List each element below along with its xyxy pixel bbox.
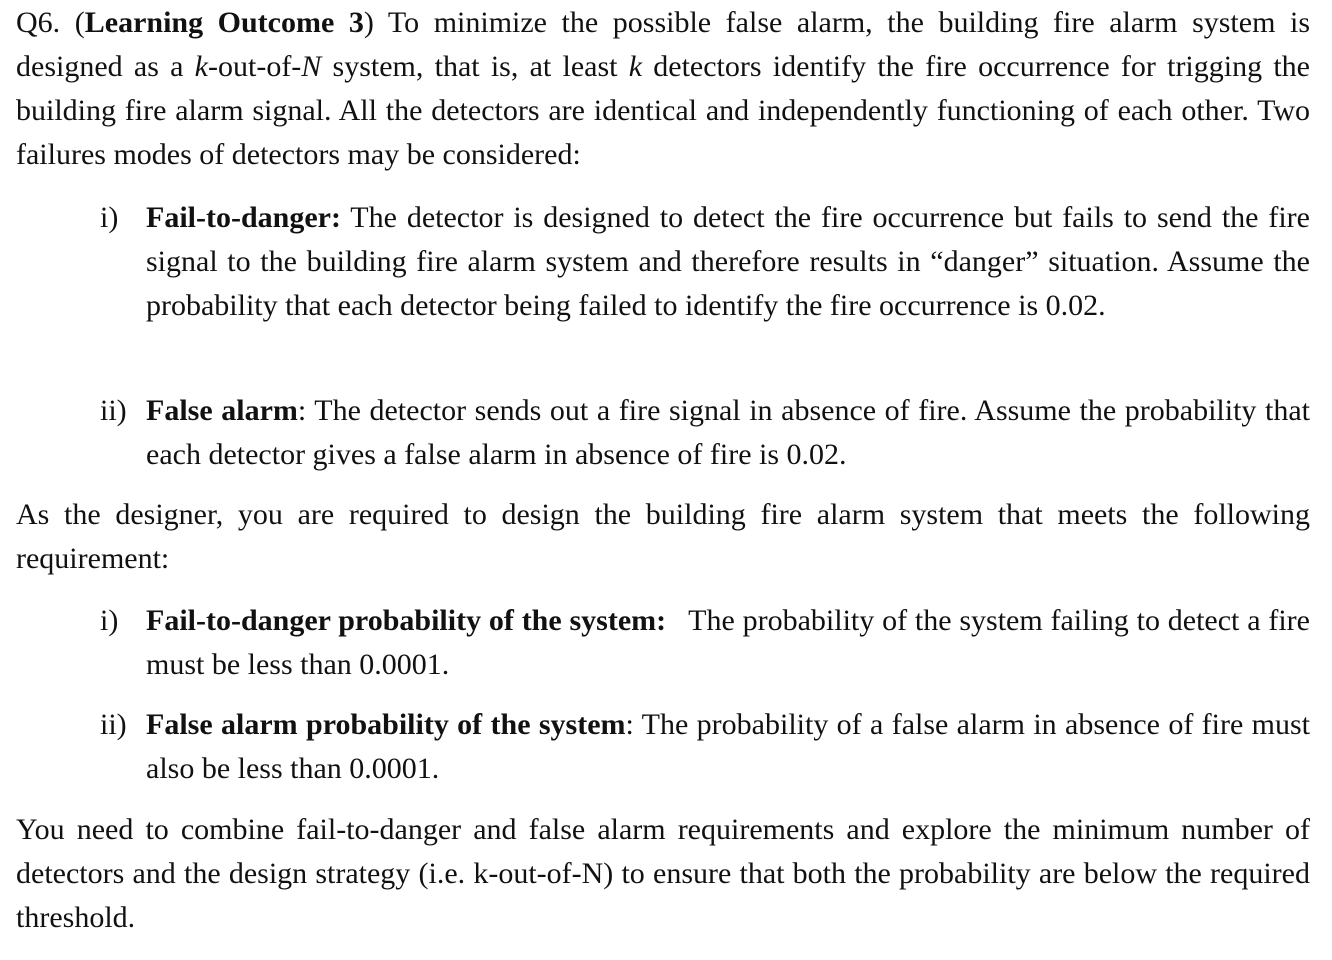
item-number: i) bbox=[100, 604, 119, 637]
intro-part-c: detectors identify the fire occurrence for trigging the building fire alarm signal. All the detectors are identical and independently functioning of each other. Two failures modes of detectors may be considered: bbox=[16, 50, 1310, 171]
var-k-2: k bbox=[628, 50, 643, 83]
learning-outcome: Learning Outcome 3 bbox=[84, 6, 364, 39]
out-of-text: -out-of- bbox=[208, 50, 302, 83]
item-text: The detector is designed to detect the fire occurrence but fails to send the fire signal to the building fire alarm system and therefore results in “danger” situation. Assume the probability that each detector being failed to identify the fire occurrence is 0.02. bbox=[146, 201, 1310, 322]
question-intro bbox=[16, 1, 1310, 177]
open-paren: ( bbox=[74, 6, 85, 39]
item-title: Fail-to-danger probability of the system: bbox=[146, 604, 667, 637]
item-text: The probability of the system failing to detect a fire must be less than 0.0001. bbox=[146, 604, 1310, 681]
requirement-1 bbox=[100, 599, 1310, 687]
var-k: k bbox=[194, 50, 208, 83]
designer-intro: As the designer, you are required to design the building fire alarm system that meets the following requirement: bbox=[16, 498, 1310, 575]
item-title: False alarm probability of the system bbox=[146, 708, 626, 741]
closing-paragraph: You need to combine fail-to-danger and false alarm requirements and explore the minimum number of detectors and the design strategy (i.e. k-out-of-N) to ensure that both the probability are below the required threshold. bbox=[16, 813, 1310, 934]
item-text: : The detector sends out a fire signal in absence of fire. Assume the probability that each detector gives a false alarm in absence of fire is 0.02. bbox=[146, 394, 1310, 471]
question-label: Q6. bbox=[16, 6, 61, 39]
failure-mode-1 bbox=[100, 196, 1310, 328]
item-number: ii) bbox=[100, 708, 127, 741]
intro-part-b: system, that is, at least bbox=[321, 50, 629, 83]
intro-part-a: To minimize the possible false alarm, the building fire alarm system is designed as a bbox=[16, 6, 1310, 83]
item-text: : The probability of a false alarm in absence of fire must also be less than 0.0001. bbox=[146, 708, 1310, 785]
var-n: N bbox=[301, 50, 322, 83]
close-paren: ) bbox=[363, 6, 374, 39]
item-number: ii) bbox=[100, 394, 127, 427]
failure-mode-2 bbox=[100, 389, 1310, 477]
item-title: False alarm bbox=[146, 394, 298, 427]
item-title: Fail-to-danger: bbox=[146, 201, 341, 234]
item-number: i) bbox=[100, 201, 119, 234]
requirement-2 bbox=[100, 703, 1310, 791]
